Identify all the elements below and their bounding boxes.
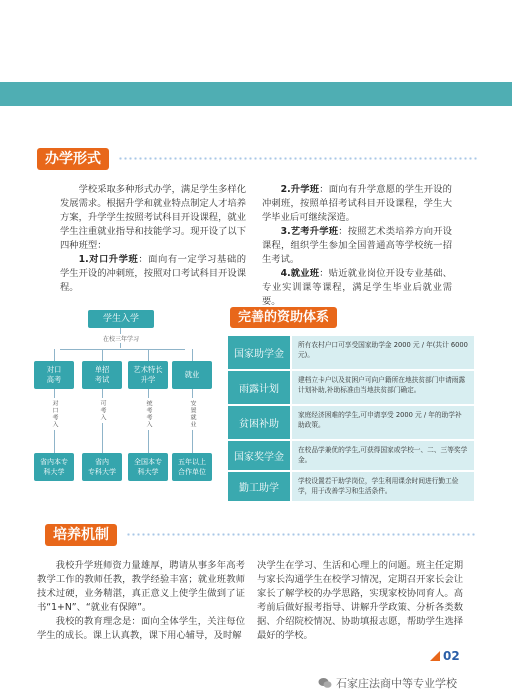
funding-row <box>228 336 474 369</box>
header-band <box>0 82 512 106</box>
class-type-1-text: ：面向有一定学习基础的学生开设的冲刺班，按照对口考试科目开设课程。 <box>60 254 246 293</box>
funding-row <box>228 406 474 439</box>
funding-row-label: 国家助学金 <box>228 336 290 369</box>
chart-destination-box: 五年以上 合作单位 <box>172 453 212 481</box>
funding-row-text: 建档立卡户以及贫困户可向户籍所在地扶贫部门申请雨露计划补助,补助标准由当地扶贫部门确定。 <box>292 371 474 404</box>
intro-right-column <box>262 183 452 309</box>
chart-destination-box: 省内本专 科大学 <box>34 453 74 481</box>
chart-root-box: 学生入学 <box>88 310 154 328</box>
class-type-3-title: 3.艺考升学班 <box>280 226 339 237</box>
section-funding <box>230 306 337 327</box>
dotted-divider <box>118 157 478 160</box>
dotted-divider-2 <box>126 533 476 536</box>
funding-row-text: 学校设置若干助学岗位，学生利用课余时间进行勤工俭学，用于改善学习和生活条件。 <box>292 472 474 501</box>
section-school-form <box>37 148 109 168</box>
funding-row-label: 贫困补助 <box>228 406 290 439</box>
chart-destination-box: 全国本专 科大学 <box>128 453 168 481</box>
class-type-1-title: 1.对口升学班 <box>78 254 139 265</box>
triangle-icon <box>430 651 440 661</box>
funding-table <box>228 336 474 503</box>
class-type-4-title: 4.就业班 <box>280 268 320 279</box>
training-paragraph-3: 决学生在学习、生活和心理上的问题。班主任定期与家长沟通学生在校学习情况，定期召开家长会让家长了解学校的办学思路，实现家校协同育人。高考前后做好报考指导、讲解升学政策、分析各类数据、介绍院校情况、协助填报志愿，帮助学生选择最好的学校。 <box>257 560 463 641</box>
training-left-column <box>37 559 245 643</box>
chart-branch-box: 艺术特长 升学 <box>128 361 168 389</box>
chart-branch-box: 就业 <box>172 361 212 389</box>
funding-row-label: 勤工助学 <box>228 472 290 501</box>
chart-branch-path-label: 安置就业 <box>189 400 196 428</box>
pathway-chart <box>30 300 220 500</box>
section-title-funding: 完善的资助体系 <box>230 307 337 328</box>
page-number: 02 <box>443 649 460 663</box>
section-title-training: 培养机制 <box>45 524 117 546</box>
training-paragraph-1: 我校升学班师资力量雄厚，聘请从事多年高考教学工作的教师任教，教学经验丰富；就业班教师技术过硬，业务精湛，真正意义上使学生做到了证书“1+N”、“就业有保障”。 <box>37 560 245 613</box>
class-type-3 <box>262 225 452 267</box>
chart-branch-path-label: 统考考入 <box>145 400 152 428</box>
chart-branch-path-label: 对口考入 <box>51 400 58 428</box>
chart-branch-box: 对口 高考 <box>34 361 74 389</box>
intro-left-column <box>60 183 246 295</box>
funding-row <box>228 472 474 501</box>
class-type-1 <box>60 253 246 295</box>
class-type-2-title: 2.升学班 <box>280 184 320 195</box>
training-paragraph-2: 我校的教育理念是：面向全体学生，关注每位学生的成长。课上认真教，课下用心辅导，及时解 <box>37 616 245 641</box>
class-type-3-text: ：按照艺术类培养方向开设课程，组织学生参加全国普通高等学校统一招生考试。 <box>262 226 452 265</box>
page-number-area <box>430 649 460 663</box>
funding-row <box>228 371 474 404</box>
section-training <box>45 524 117 544</box>
chart-sub-label: 在校三年学习 <box>86 334 156 343</box>
watermark-text: 石家庄法商中等专业学校 <box>336 677 457 690</box>
class-type-2-text: ：面向有升学意愿的学生开设的冲刺班，按照单招考试科目开设课程，学生大学毕业后可继续深造。 <box>262 184 452 223</box>
section-title-school-form: 办学形式 <box>37 148 109 170</box>
chart-branch-path-label: 可考入 <box>99 400 106 421</box>
funding-row-text: 家庭经济困难的学生,可申请享受 2000 元 / 年的助学补助政策。 <box>292 406 474 439</box>
funding-row-label: 国家奖学金 <box>228 441 290 470</box>
intro-paragraph: 学校采取多种形式办学，满足学生多样化发展需求。根据升学和就业特点制定人才培养方案，升学学生按照考试科目开设课程，就业学生注重就业指导和技能学习。现开设了以下四种班型： <box>60 184 246 251</box>
funding-row-label: 雨露计划 <box>228 371 290 404</box>
class-type-2 <box>262 183 452 225</box>
funding-row-text: 所有农村户口可享受国家助学金 2000 元 / 年(共计 6000元)。 <box>292 336 474 369</box>
chart-destination-box: 省内 专科大学 <box>82 453 122 481</box>
training-right-column <box>257 559 463 643</box>
funding-row-text: 在校品学兼优的学生,可获得国家或学校一、二、三等奖学金。 <box>292 441 474 470</box>
watermark <box>318 675 457 691</box>
chart-branch-box: 单招 考试 <box>82 361 122 389</box>
wechat-icon <box>318 677 332 689</box>
class-type-4 <box>262 267 452 309</box>
class-type-4-text: ：贴近就业岗位开设专业基础、专业实训课等课程，满足学生毕业后就业需要。 <box>262 268 452 307</box>
funding-row <box>228 441 474 470</box>
